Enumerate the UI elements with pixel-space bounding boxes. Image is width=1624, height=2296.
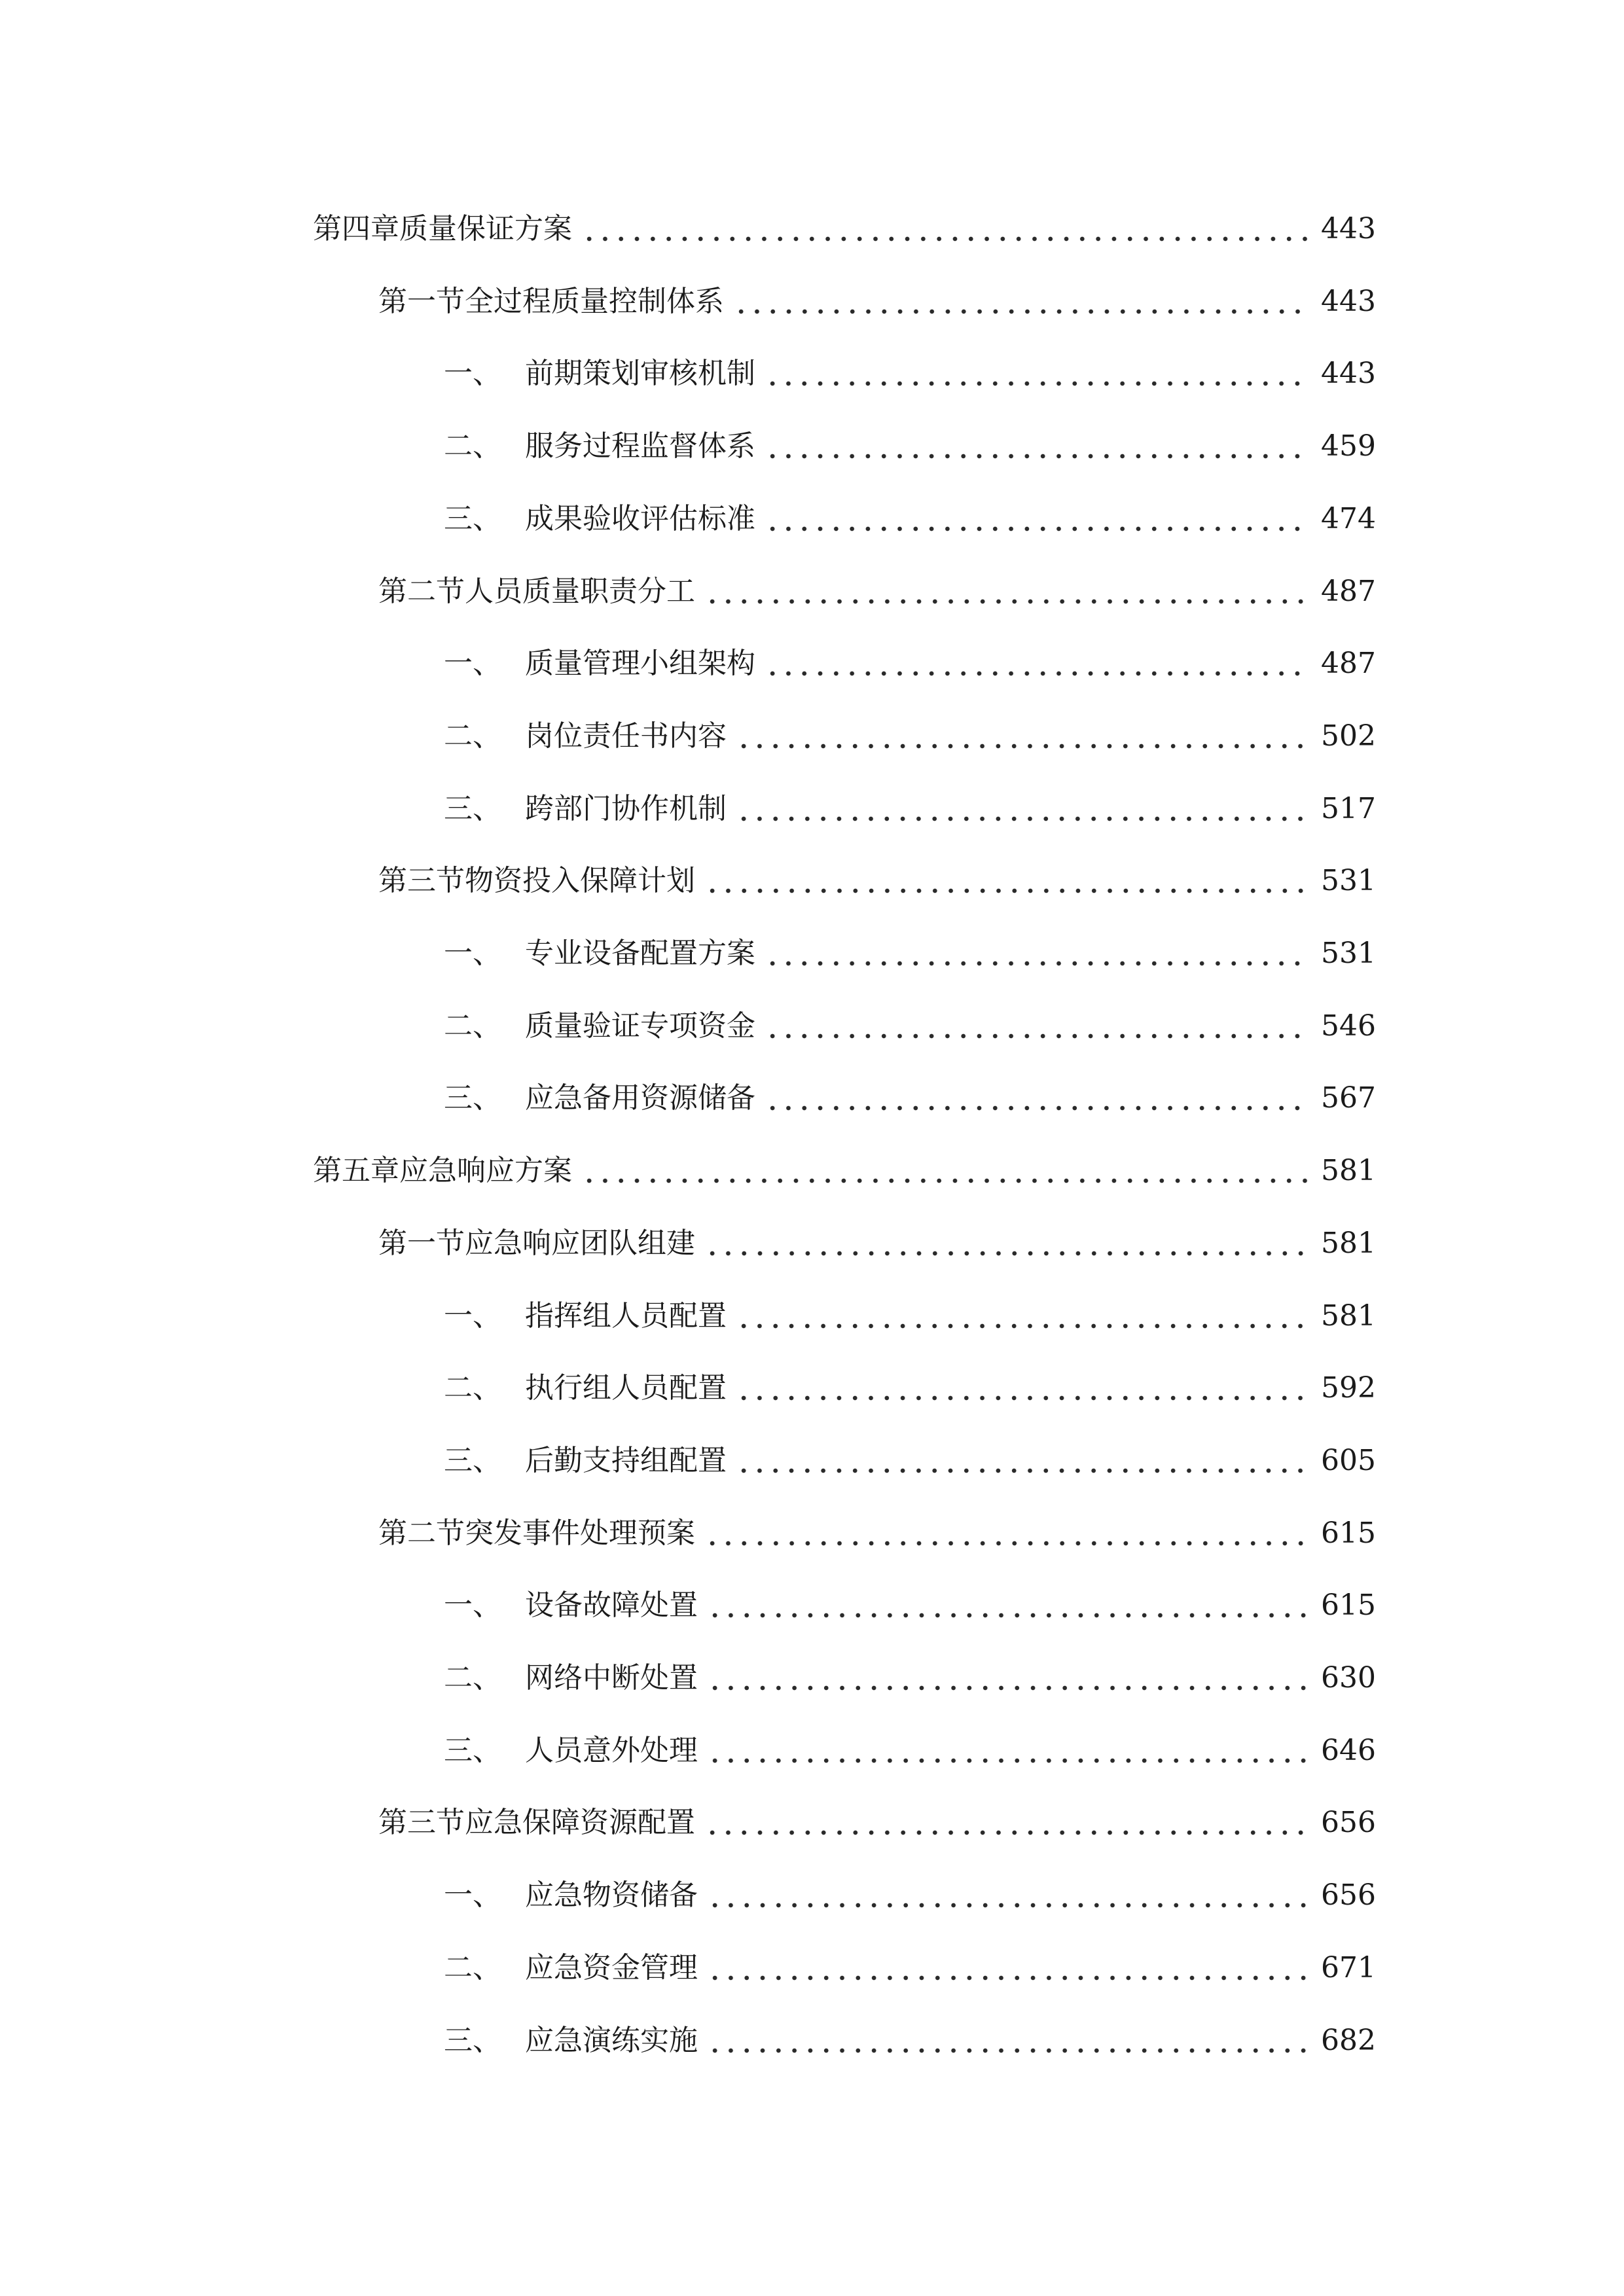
toc-entry-title: 岗位责任书内容	[525, 719, 727, 753]
toc-page-number: 443	[1321, 212, 1376, 245]
toc-entry-label: 三、	[444, 1081, 501, 1115]
dot-leader	[736, 713, 1309, 759]
dot-leader	[707, 1655, 1309, 1701]
toc-entry-level-3[interactable]	[444, 713, 1376, 759]
toc-entry-title: 质量保证方案	[399, 212, 572, 245]
toc-page-number: 656	[1321, 1806, 1376, 1840]
toc-entry-title: 突发事件处理预案	[465, 1516, 695, 1550]
dot-leader	[707, 1583, 1309, 1628]
dot-leader	[707, 1873, 1309, 1918]
toc-entry-title: 网络中断处置	[525, 1661, 698, 1695]
dot-leader	[707, 1945, 1309, 1991]
toc-entry-level-3[interactable]	[444, 1655, 1376, 1701]
toc-entry-title: 质量验证专项资金	[525, 1009, 755, 1043]
toc-page-number: 567	[1321, 1081, 1376, 1115]
toc-entry-level-3[interactable]	[444, 931, 1376, 977]
toc-page-number: 443	[1321, 357, 1376, 391]
toc-entry-level-2[interactable]	[378, 279, 1376, 325]
toc-entry-title: 应急资金管理	[525, 1950, 698, 1984]
dot-leader	[581, 1148, 1309, 1194]
dot-leader	[736, 1365, 1309, 1411]
toc-entry-title: 物资投入保障计划	[465, 864, 695, 898]
toc-entry-level-2[interactable]	[378, 858, 1376, 904]
toc-entry-level-3[interactable]	[444, 1873, 1376, 1918]
toc-page-number: 474	[1321, 501, 1376, 535]
toc-page-number: 592	[1321, 1371, 1376, 1405]
toc-entry-label: 第三节	[378, 1806, 465, 1840]
dot-leader	[765, 641, 1309, 687]
toc-entry-label: 三、	[444, 791, 501, 825]
toc-entry-title: 人员质量职责分工	[465, 574, 695, 608]
dot-leader	[704, 1800, 1309, 1846]
toc-entry-level-2[interactable]	[378, 569, 1376, 615]
toc-entry-level-3[interactable]	[444, 496, 1376, 542]
toc-entry-label: 一、	[444, 357, 501, 391]
toc-page-number: 581	[1321, 1226, 1376, 1260]
toc-entry-level-2[interactable]	[378, 1800, 1376, 1846]
toc-page-number: 605	[1321, 1443, 1376, 1477]
toc-entry-title: 应急物资储备	[525, 1878, 698, 1912]
toc-entry-title: 前期策划审核机制	[525, 357, 755, 391]
toc-entry-level-3[interactable]	[444, 641, 1376, 687]
toc-page-number: 531	[1321, 937, 1376, 970]
toc-entry-level-3[interactable]	[444, 1003, 1376, 1049]
toc-entry-level-2[interactable]	[378, 1221, 1376, 1266]
toc-entry-level-3[interactable]	[444, 1293, 1376, 1339]
toc-entry-title: 应急响应团队组建	[465, 1226, 695, 1260]
toc-page-number: 502	[1321, 719, 1376, 753]
toc-entry-label: 二、	[444, 719, 501, 753]
toc-entry-title: 全过程质量控制体系	[465, 284, 724, 318]
toc-page-number: 671	[1321, 1950, 1376, 1984]
toc-entry-label: 第四章	[313, 212, 399, 245]
dot-leader	[707, 1728, 1309, 1774]
toc-entry-level-3[interactable]	[444, 1075, 1376, 1121]
dot-leader	[736, 1293, 1309, 1339]
toc-entry-level-3[interactable]	[444, 1945, 1376, 1991]
toc-entry-label: 二、	[444, 1371, 501, 1405]
toc-entry-label: 第一节	[378, 284, 465, 318]
toc-entry-title: 专业设备配置方案	[525, 937, 755, 970]
toc-entry-label: 第二节	[378, 574, 465, 608]
dot-leader	[765, 496, 1309, 542]
toc-entry-title: 跨部门协作机制	[525, 791, 727, 825]
dot-leader	[736, 786, 1309, 832]
toc-entry-level-1[interactable]	[313, 206, 1376, 252]
toc-page-number: 487	[1321, 647, 1376, 681]
toc-page-number: 615	[1321, 1516, 1376, 1550]
toc-entry-title: 成果验收评估标准	[525, 501, 755, 535]
toc-page-number: 656	[1321, 1878, 1376, 1912]
toc-entry-label: 三、	[444, 2023, 501, 2057]
toc-entry-label: 三、	[444, 1443, 501, 1477]
toc-page-number: 487	[1321, 574, 1376, 608]
toc-entry-label: 第五章	[313, 1154, 399, 1188]
toc-entry-level-3[interactable]	[444, 1583, 1376, 1628]
toc-entry-title: 应急演练实施	[525, 2023, 698, 2057]
toc-entry-label: 第二节	[378, 1516, 465, 1550]
toc-entry-label: 一、	[444, 647, 501, 681]
dot-leader	[765, 423, 1309, 469]
dot-leader	[733, 279, 1309, 325]
dot-leader	[704, 569, 1309, 615]
toc-entry-label: 一、	[444, 937, 501, 970]
toc-entry-title: 应急保障资源配置	[465, 1806, 695, 1840]
toc-entry-level-3[interactable]	[444, 1728, 1376, 1774]
toc-entry-level-3[interactable]	[444, 351, 1376, 397]
toc-entry-level-3[interactable]	[444, 423, 1376, 469]
toc-page-number: 615	[1321, 1588, 1376, 1623]
dot-leader	[736, 1438, 1309, 1484]
toc-page-number: 581	[1321, 1154, 1376, 1188]
toc-entry-level-3[interactable]	[444, 786, 1376, 832]
toc-page-number: 546	[1321, 1009, 1376, 1043]
toc-entry-label: 第三节	[378, 864, 465, 898]
dot-leader	[765, 931, 1309, 977]
toc-page-number: 581	[1321, 1299, 1376, 1333]
toc-entry-label: 二、	[444, 1950, 501, 1984]
toc-entry-level-2[interactable]	[378, 1511, 1376, 1556]
toc-entry-title: 应急备用资源储备	[525, 1081, 755, 1115]
toc-entry-title: 人员意外处理	[525, 1733, 698, 1767]
toc-entry-label: 第一节	[378, 1226, 465, 1260]
toc-entry-title: 质量管理小组架构	[525, 647, 755, 681]
toc-entry-title: 服务过程监督体系	[525, 429, 755, 463]
toc-entry-level-1[interactable]	[313, 1148, 1376, 1194]
toc-page-number: 531	[1321, 864, 1376, 898]
toc-entry-label: 三、	[444, 1733, 501, 1767]
dot-leader	[704, 1221, 1309, 1266]
toc-entry-label: 一、	[444, 1588, 501, 1623]
dot-leader	[704, 1511, 1309, 1556]
dot-leader	[765, 351, 1309, 397]
toc-entry-label: 一、	[444, 1878, 501, 1912]
toc-entry-title: 指挥组人员配置	[525, 1299, 727, 1333]
toc-entry-label: 二、	[444, 1009, 501, 1043]
toc-page-number: 459	[1321, 429, 1376, 463]
toc-entry-title: 执行组人员配置	[525, 1371, 727, 1405]
toc-entry-label: 二、	[444, 1661, 501, 1695]
toc-page-number: 646	[1321, 1733, 1376, 1767]
toc-entry-title: 后勤支持组配置	[525, 1443, 727, 1477]
toc-page-number: 630	[1321, 1661, 1376, 1695]
toc-entry-level-3[interactable]	[444, 1365, 1376, 1411]
toc-page-number: 517	[1321, 791, 1376, 825]
dot-leader	[765, 1075, 1309, 1121]
toc-page-number: 682	[1321, 2023, 1376, 2057]
toc-entry-level-3[interactable]	[444, 2018, 1376, 2064]
toc-entry-label: 二、	[444, 429, 501, 463]
toc-entry-label: 一、	[444, 1299, 501, 1333]
toc-entry-level-3[interactable]	[444, 1438, 1376, 1484]
dot-leader	[581, 206, 1309, 252]
dot-leader	[704, 858, 1309, 904]
toc-entry-title: 设备故障处置	[525, 1588, 698, 1623]
dot-leader	[765, 1003, 1309, 1049]
toc-page-number: 443	[1321, 284, 1376, 318]
dot-leader	[707, 2018, 1309, 2064]
toc-entry-title: 应急响应方案	[399, 1154, 572, 1188]
toc-entry-label: 三、	[444, 501, 501, 535]
